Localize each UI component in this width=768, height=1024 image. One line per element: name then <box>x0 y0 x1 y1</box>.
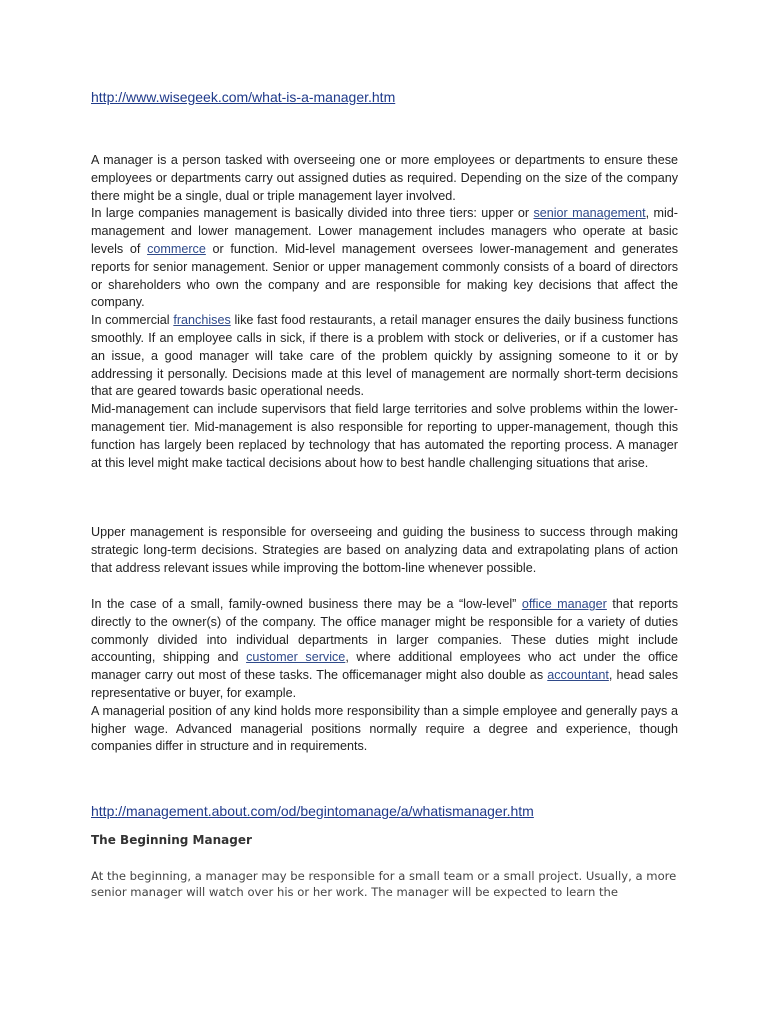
link-customer-service[interactable]: customer service <box>246 650 346 665</box>
text-span: In commercial <box>91 313 174 328</box>
text-span: like fast food restaurants, a retail manager ensures the daily business functions smoothly. If an employee calls in sick, if there is a problem with stock or deliveries, or if a customer has an issue, a good manager will take care of the problem quickly by assigning someone to it or by addressing it personally. Decisions made at this level of management are normally short-term decisions that are geared towards basic operational needs. <box>91 313 678 399</box>
section-heading: The Beginning Manager <box>91 833 252 847</box>
source-link-wisegeek[interactable]: http://www.wisegeek.com/what-is-a-manager.htm <box>91 89 396 105</box>
paragraph-franchises <box>91 312 678 401</box>
link-office-manager[interactable]: office manager <box>521 597 607 611</box>
text-span: In large companies management is basically divided into three tiers: upper or <box>91 206 534 221</box>
paragraph-tiers <box>91 205 678 312</box>
paragraph-mid-management: Mid-management can include supervisors that field large territories and solve problems within the lower-management tier. Mid-management is also responsible for reporting to upper-management, though this function has largely been replaced by technology that has automated the reporting process. A manager at this level might make tactical decisions about how to best handle challenging situations that arise. <box>91 402 678 470</box>
text-span: In the case of a small, family-owned business there may be a “low-level” <box>91 597 522 611</box>
link-commerce[interactable]: commerce <box>147 241 206 256</box>
link-franchises[interactable]: franchises <box>173 313 231 328</box>
paragraph-upper-management: Upper management is responsible for overseeing and guiding the business to success through making strategic long-term decisions. Strategies are based on analyzing data and extrapolating plans of action that address relevant issues while improving the bottom-line whenever possible. <box>91 525 678 575</box>
article-block-1 <box>91 152 678 472</box>
article-block-3 <box>91 596 678 756</box>
article-block-2 <box>91 524 678 577</box>
paragraph-small-business <box>91 596 678 703</box>
text-span: that reports directly to the owner(s) of the company. The office manager might be responsible for a variety of duties commonly divided into individual departments in larger companies. These duties might include accounting, shipping and <box>91 597 679 665</box>
text-span: or function. Mid-level management oversees lower-management and generates reports for senior management. Senior or upper management commonly consists of a board of directors or shareholders who own the company and are responsible for making key decisions that affect the company. <box>91 241 678 310</box>
source-link-about-com[interactable]: http://management.about.com/od/begintomanage/a/whatismanager.htm <box>91 803 534 819</box>
text-span: , where additional employees who act under the office manager carry out most of these tasks. The officemanager might also double as <box>91 650 679 683</box>
paragraph-beginning: At the beginning, a manager may be responsible for a small team or a small project. Usually, a more senior manager will watch over his or her work. The manager will be expected to learn the <box>91 869 677 899</box>
text-span: , head sales representative or buyer, for example. <box>91 668 678 700</box>
link-senior-management[interactable]: senior management <box>533 206 646 221</box>
paragraph-definition: A manager is a person tasked with overseeing one or more employees or departments to ensure these employees or departments carry out assigned duties as required. Depending on the size of the company there might be a single, dual or triple management layer involved. <box>91 153 678 203</box>
text-span: , mid-management and lower management. Lower management includes managers who operate at basic levels of <box>91 206 679 256</box>
paragraph-responsibility: A managerial position of any kind holds more responsibility than a simple employee and generally pays a higher wage. Advanced managerial positions normally require a degree and experience, though companies differ in structure and in requirements. <box>91 703 678 754</box>
link-accountant[interactable]: accountant <box>547 668 609 683</box>
section-body <box>91 869 681 900</box>
